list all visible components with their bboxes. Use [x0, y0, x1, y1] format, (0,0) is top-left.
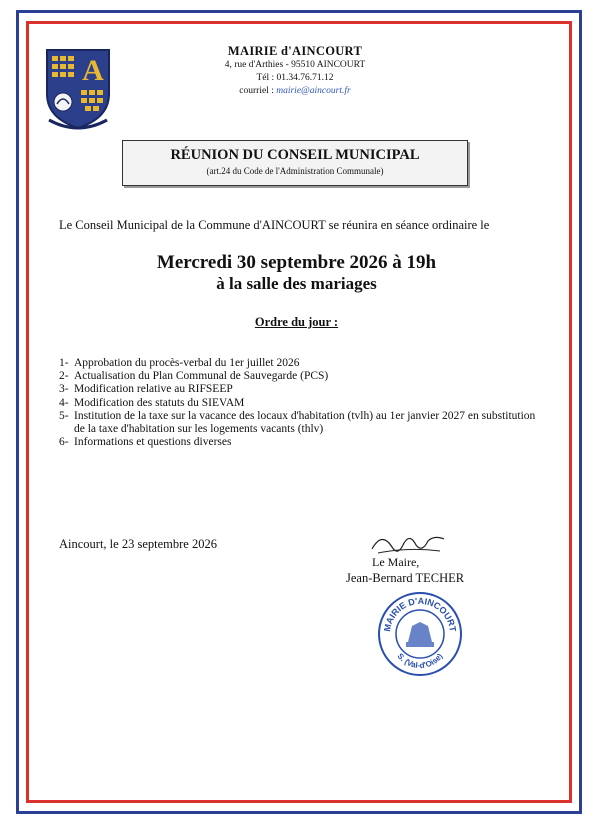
agenda-item-number: 5- [59, 409, 69, 422]
agenda-item [59, 370, 539, 383]
town-hall-header [200, 44, 390, 98]
agenda-item [59, 357, 539, 370]
agenda-item-number: 1- [59, 357, 69, 369]
town-hall-phone: Tél : 01.34.76.71.12 [256, 73, 334, 83]
email-link[interactable]: mairie@aincourt.fr [276, 86, 351, 96]
agenda-item-text: Modification des statuts du SIEVAM [74, 396, 245, 409]
town-hall-name: MAIRIE d'AINCOURT [227, 44, 363, 58]
agenda-item-number: 4- [59, 396, 69, 409]
meeting-place: à la salle des mariages [216, 274, 377, 293]
agenda-item-text: Approbation du procès-verbal du 1er juillet 2026 [74, 357, 300, 369]
meeting-title: RÉUNION DU CONSEIL MUNICIPAL [170, 147, 420, 163]
town-hall-email-line [200, 85, 390, 98]
agenda-item-number: 3- [59, 383, 69, 396]
meeting-subtitle: (art.24 du Code de l'Administration Communale) [206, 166, 384, 176]
intro-sentence: Le Conseil Municipal de la Commune d'AINCOURT se réunira en séance ordinaire le [59, 218, 490, 232]
meeting-title-box [122, 140, 468, 186]
agenda-item-number: 2- [59, 370, 69, 383]
agenda-item-text: Modification relative au RIFSEEP [74, 383, 233, 396]
place-and-date: Aincourt, le 23 septembre 2026 [59, 537, 217, 551]
agenda-item-text: Actualisation du Plan Communal de Sauvegarde (PCS) [74, 370, 329, 383]
signatory-name: Jean-Bernard TECHER [346, 571, 465, 585]
email-label: courriel : [239, 86, 277, 96]
agenda-item-number: 6- [59, 436, 69, 449]
aincourt-crest-icon [41, 44, 115, 132]
agenda-list [59, 357, 539, 449]
agenda-item-text: Institution de la taxe sur la vacance des locaux d'habitation (tvlh) au 1er janvier 2027 en substitution de la taxe d'habitation sur les logements vacants (thlv) [74, 409, 536, 436]
signatory-title: Le Maire, [372, 555, 420, 569]
svg-text:S. (Val-d'Oise) [395, 652, 444, 671]
seal-bottom-text: S. (Val-d'Oise) [395, 651, 445, 671]
agenda-item [59, 410, 539, 436]
seal-top-text: MAIRIE D'AINCOURT [381, 595, 458, 633]
agenda-item-text: Informations et questions diverses [74, 436, 232, 449]
agenda-title: Ordre du jour : [254, 315, 339, 329]
agenda-item [59, 436, 539, 449]
svg-text:A: A [82, 54, 104, 87]
town-hall-address: 4, rue d'Arthies - 95510 AINCOURT [224, 60, 366, 70]
agenda-item [59, 383, 539, 396]
official-seal-stamp [376, 590, 464, 678]
meeting-date: Mercredi 30 septembre 2026 à 19h [156, 252, 437, 273]
agenda-item [59, 397, 539, 410]
